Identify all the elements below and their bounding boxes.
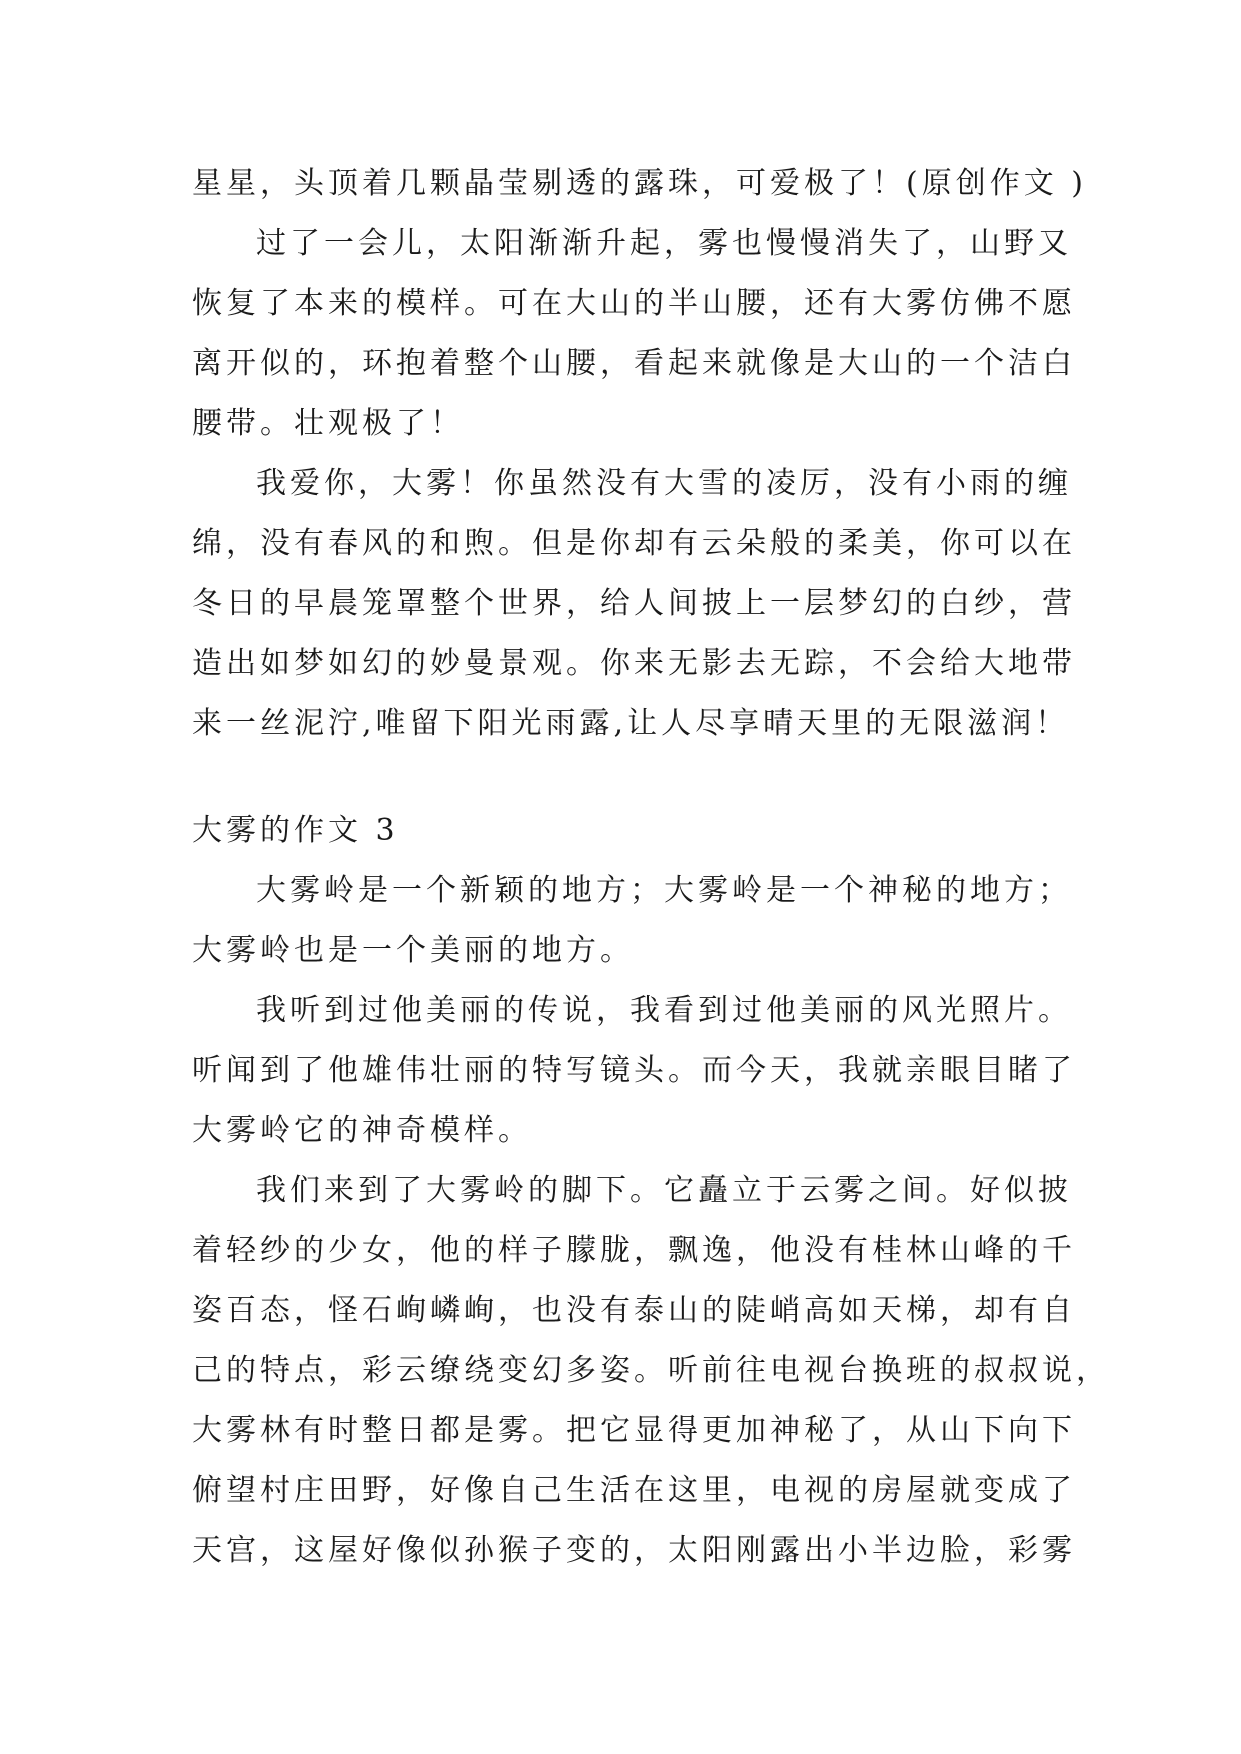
text-line: 大雾岭它的神奇模样。 — [192, 1113, 532, 1148]
text-line: 俯望村庄田野，好像自己生活在这里，电视的房屋就变成了 — [192, 1473, 1076, 1508]
text-line: 冬日的早晨笼罩整个世界，给人间披上一层梦幻的白纱，营 — [192, 586, 1076, 621]
text-line: 着轻纱的少女，他的样子朦胧，飘逸，他没有桂林山峰的千 — [192, 1233, 1076, 1268]
text-line: 星星，头顶着几颗晶莹剔透的露珠，可爱极了！(原创作文 ) — [192, 166, 1087, 201]
section-heading: 大雾的作文 3 — [192, 813, 399, 848]
section-spacer — [192, 754, 1072, 801]
text-line: 我爱你，大雾！你虽然没有大雪的凌厉，没有小雨的缠 — [256, 466, 1072, 501]
text-line: 造出如梦如幻的妙曼景观。你来无影去无踪，不会给大地带 — [192, 646, 1076, 681]
text-line: 姿百态，怪石峋嶙峋，也没有泰山的陡峭高如天梯，却有自 — [192, 1293, 1076, 1328]
text-line: 过了一会儿，太阳渐渐升起，雾也慢慢消失了，山野又 — [256, 226, 1072, 261]
text-line: 大雾岭是一个新颖的地方；大雾岭是一个神秘的地方； — [256, 873, 1072, 908]
text-line: 来一丝泥泞,唯留下阳光雨露,让人尽享晴天里的无限滋润！ — [192, 706, 1070, 741]
text-line: 我听到过他美丽的传说，我看到过他美丽的风光照片。 — [256, 993, 1072, 1028]
text-line: 大雾林有时整日都是雾。把它显得更加神秘了，从山下向下 — [192, 1413, 1076, 1448]
text-line: 我们来到了大雾岭的脚下。它矗立于云雾之间。好似披 — [256, 1173, 1072, 1208]
text-line: 离开似的，环抱着整个山腰，看起来就像是大山的一个洁白 — [192, 346, 1076, 381]
text-line: 己的特点，彩云缭绕变幻多姿。听前往电视台换班的叔叔说， — [192, 1353, 1110, 1388]
text-line: 天宫，这屋好像似孙猴子变的，太阳刚露出小半边脸，彩雾 — [192, 1533, 1076, 1568]
text-line: 听闻到了他雄伟壮丽的特写镜头。而今天，我就亲眼目睹了 — [192, 1053, 1076, 1088]
text-line: 大雾岭也是一个美丽的地方。 — [192, 933, 634, 968]
text-line: 恢复了本来的模样。可在大山的半山腰，还有大雾仿佛不愿 — [192, 286, 1076, 321]
document-body — [192, 154, 1110, 1581]
text-line: 腰带。壮观极了！ — [192, 406, 464, 441]
text-line: 绵，没有春风的和煦。但是你却有云朵般的柔美，你可以在 — [192, 526, 1076, 561]
